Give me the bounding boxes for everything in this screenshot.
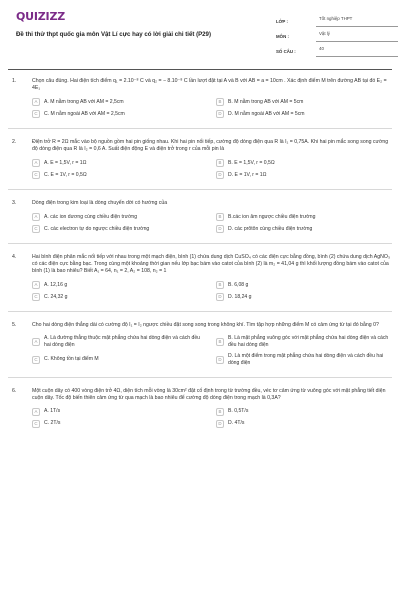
question-number: 1.	[12, 78, 17, 84]
question-text: Điện trở R = 2Ω mắc vào bộ nguồn gồm hai pin giống nhau. Khi hai pin nối tiếp, cường độ dòng điện qua R là I₁ = 0,75A. Khi hai pin mắc song song cường độ dòng điện qua R là I₂ = 0,6 A. Suất điện động E và điện trở trong r của mỗi pin là	[32, 139, 389, 153]
question-text: Hai bình điện phân mắc nối tiếp với nhau trong một mạch điện, bình (1) chứa dung dịch CuSO₄ có các điện cực bằng đồng, bình (2) chứa dung dịch AgNO₃ có các điện cực bằng bạc. Trong cùng một khoảng thời gian nếu lớp bạc bám vào catot của bình (2) là m₂ = 41,04 g thì khối lượng đồng bám vào catot của bình (1) là bao nhiêu? Biết A₁ = 64, n₁ = 2, A₂ = 108, n₂ = 1	[32, 254, 391, 275]
answer-options	[32, 406, 392, 430]
answer-option-d[interactable]	[216, 223, 392, 235]
answer-option-d[interactable]	[216, 418, 392, 430]
option-letter: C	[32, 356, 40, 364]
answer-option-d[interactable]	[216, 169, 392, 181]
option-letter: A	[32, 338, 40, 346]
option-text: A. E = 1,5V, r = 1Ω	[44, 159, 87, 166]
answer-option-b[interactable]	[216, 96, 392, 108]
option-letter: A	[32, 98, 40, 106]
answer-option-b[interactable]	[216, 211, 392, 223]
quizizz-logo: QUIZIZZ	[16, 10, 65, 23]
question-6	[8, 388, 392, 430]
answer-option-c[interactable]	[32, 169, 208, 181]
meta-label: MÔN :	[276, 34, 289, 40]
option-text: B. E = 1,5V, r = 0,5Ω	[228, 159, 275, 166]
question-number: 2.	[12, 139, 17, 146]
option-text: B. M nằm trong AB với AM = 5cm	[228, 98, 304, 105]
quiz-title: Đề thi thử thpt quốc gia môn Vật Lí cực hay có lời giải chi tiết (P29)	[16, 31, 211, 38]
question-text: Dòng điện trong kim loại là dòng chuyển dời có hướng của	[32, 200, 168, 207]
option-text: B. Là mặt phẳng vuông góc với mặt phẳng chứa hai dòng điện và cách đều hai dòng điện	[228, 335, 389, 349]
option-letter: D	[216, 356, 224, 364]
option-text: C. 24,32 g	[44, 293, 68, 300]
meta-panel	[276, 12, 398, 57]
question-number: 5.	[12, 322, 17, 329]
option-letter: A	[32, 159, 40, 167]
option-letter: D	[216, 171, 224, 179]
question-text: Chọn câu đúng. Hai điện tích điểm q₁ = 2.10⁻⁸ C và q₂ = − 8.10⁻⁸ C lần lượt đặt tại A và B với AB = a = 10cm . Xác định điểm M trên đường AB tại đó E₂ = 4E₁	[32, 78, 387, 92]
question-number: 3.	[12, 200, 17, 207]
answer-option-a[interactable]	[32, 211, 208, 223]
answer-option-a[interactable]	[32, 157, 208, 169]
header-divider	[8, 69, 392, 70]
option-letter: B	[216, 159, 224, 167]
answer-options	[32, 157, 392, 181]
question-4	[8, 254, 392, 312]
option-letter: B	[216, 281, 224, 289]
option-letter: B	[216, 98, 224, 106]
option-letter: B	[216, 408, 224, 416]
question-divider	[8, 377, 392, 378]
question-divider	[8, 189, 392, 190]
meta-label: LỚP :	[276, 19, 288, 25]
option-text: A. 12,16 g	[44, 281, 68, 288]
option-letter: C	[32, 171, 40, 179]
option-text: D. E = 1V, r = 1Ω	[228, 171, 267, 178]
answer-option-b[interactable]	[216, 406, 392, 418]
option-text: D. 4T/s	[228, 420, 245, 427]
answer-option-d[interactable]	[216, 291, 392, 303]
answer-options	[32, 279, 392, 303]
answer-option-a[interactable]	[32, 333, 208, 351]
meta-value: Tốt nghiệp THPT	[316, 16, 398, 27]
option-text: B. 0,5T/s	[228, 408, 249, 415]
option-text: C. Không tồn tại điểm M	[44, 356, 99, 363]
answer-option-c[interactable]	[32, 223, 208, 235]
option-text: A. Là đường thẳng thuộc mặt phẳng chứa hai dòng điện và cách đều hai dòng điện	[44, 335, 201, 349]
option-text: C. 2T/s	[44, 420, 61, 427]
question-number: 4.	[12, 254, 17, 261]
answer-option-c[interactable]	[32, 351, 208, 369]
option-letter: A	[32, 213, 40, 221]
meta-label: SỐ CÂU :	[276, 49, 296, 55]
option-letter: D	[216, 110, 224, 118]
option-text: C. E = 1V, r = 0,5Ω	[44, 171, 87, 178]
option-letter: A	[32, 281, 40, 289]
meta-value: Vật lý	[316, 31, 398, 42]
worksheet-header	[8, 0, 392, 70]
answer-options	[32, 211, 392, 235]
answer-option-c[interactable]	[32, 108, 208, 120]
option-letter: C	[32, 225, 40, 233]
question-divider	[8, 128, 392, 129]
answer-option-a[interactable]	[32, 96, 208, 108]
option-text: D. M nằm ngoài AB với AM = 5cm	[228, 110, 305, 117]
option-letter: D	[216, 225, 224, 233]
option-text: D. 18,24 g	[228, 293, 252, 300]
option-text: A. các ion dương cùng chiều điện trường	[44, 213, 138, 220]
option-text: B.các ion âm ngược chiều điện trường	[228, 213, 316, 220]
meta-value: 40	[316, 46, 398, 57]
question-list	[8, 78, 392, 430]
question-2	[8, 139, 392, 190]
question-5	[8, 322, 392, 378]
answer-option-a[interactable]	[32, 279, 208, 291]
question-number: 6.	[12, 387, 17, 394]
option-text: A. 1T/s	[44, 408, 61, 415]
meta-row-count	[276, 42, 398, 57]
option-text: D. các prôtôn cùng chiều điện trường	[228, 225, 313, 232]
question-1	[8, 78, 392, 129]
answer-option-b[interactable]	[216, 157, 392, 169]
option-letter: C	[32, 420, 40, 428]
answer-option-c[interactable]	[32, 418, 208, 430]
answer-option-b[interactable]	[216, 279, 392, 291]
option-letter: B	[216, 338, 224, 346]
option-letter: A	[32, 408, 40, 416]
option-text: B. 6,08 g	[228, 281, 249, 288]
answer-option-b[interactable]	[216, 333, 392, 351]
question-text: Cho hai dòng điện thẳng dài có cường độ I₁ = I₂ ngược chiều đặt song song trong không khí. Tìm tập hợp những điểm M có cảm ứng từ tại đó bằng 0?	[32, 322, 379, 329]
option-text: A. M nằm trong AB với AM = 2,5cm	[44, 98, 124, 105]
option-letter: D	[216, 293, 224, 301]
option-letter: D	[216, 420, 224, 428]
option-letter: C	[32, 110, 40, 118]
answer-option-d[interactable]	[216, 351, 392, 369]
option-letter: B	[216, 213, 224, 221]
answer-options	[32, 96, 392, 120]
option-text: C. M nằm ngoài AB với AM = 2,5cm	[44, 110, 125, 117]
option-text: C. các electron tự do ngược chiều điện trường	[44, 225, 150, 232]
meta-row-class	[276, 12, 398, 27]
question-divider	[8, 311, 392, 312]
answer-options	[32, 333, 392, 369]
answer-option-c[interactable]	[32, 291, 208, 303]
meta-row-subject	[276, 27, 398, 42]
option-text: D. Là một điểm trong mặt phẳng chứa hai dòng điện và cách đều hai dòng điện	[228, 352, 384, 366]
option-letter: C	[32, 293, 40, 301]
answer-option-a[interactable]	[32, 406, 208, 418]
question-divider	[8, 243, 392, 244]
answer-option-d[interactable]	[216, 108, 392, 120]
question-3	[8, 200, 392, 244]
question-text: Một cuộn dây có 400 vòng điện trở 4Ω, diện tích mỗi vòng là 30cm² đặt cố định trong từ trường đều, véc tơ cảm ứng từ vuông góc với mặt phẳng tiết diện cuộn dây. Tốc độ biến thiên cảm ứng từ qua mạch là bao nhiêu để cường độ dòng điện trong mạch là 0,3A?	[32, 387, 386, 401]
